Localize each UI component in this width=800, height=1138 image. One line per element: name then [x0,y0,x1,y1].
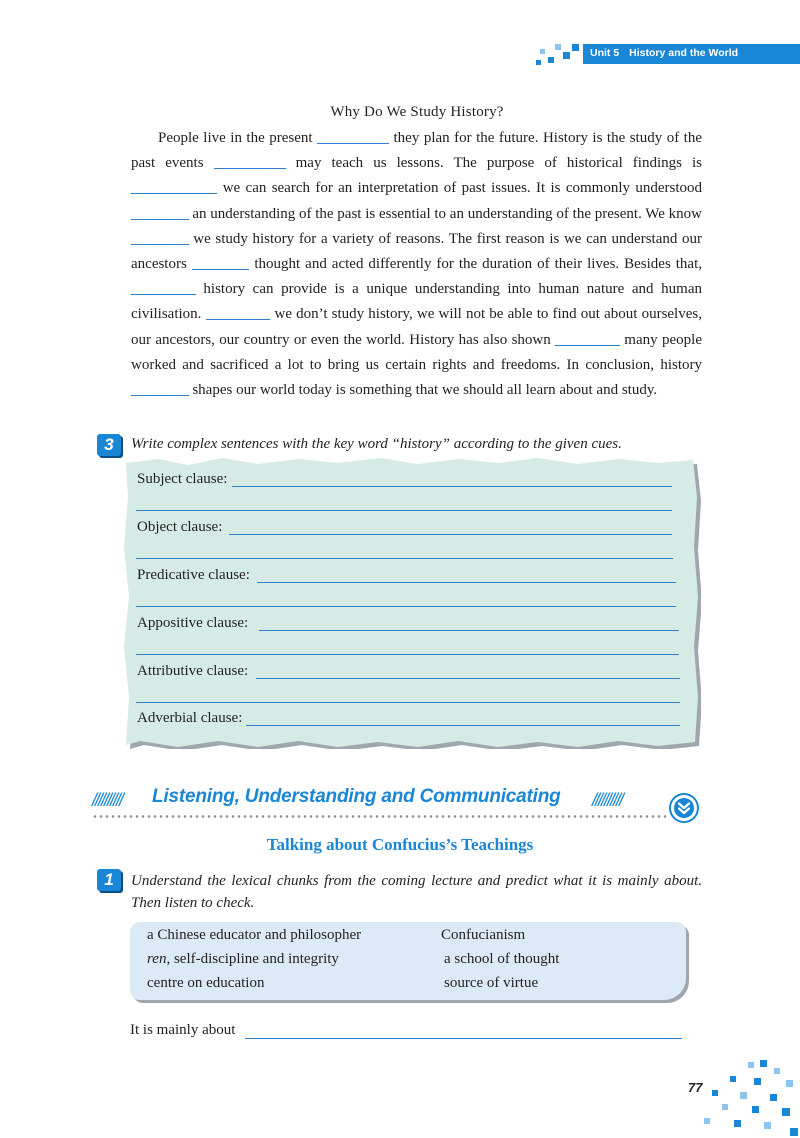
chunk-item: a Chinese educator and philosopher [147,927,362,943]
clause-row-attributive [137,663,248,680]
passage-body [131,126,702,403]
answer-line[interactable] [245,1038,682,1039]
clause-label: Object clause: [137,519,223,535]
torn-paper-box [118,457,701,749]
fill-in-blank[interactable] [131,179,217,194]
answer-line[interactable] [232,486,672,487]
clause-row-predicative [137,567,250,584]
hatch-left-decoration: ////////// [92,790,123,810]
chunk-item: source of virtue [444,975,539,991]
hatch-right-decoration: ////////// [592,790,623,810]
passage-text: People live in the present they plan for the future. History is the study of the past events may teach us lessons. The purpose of historical findings is we can search for an interpretation of past issues. It is commonly understood an understanding of the past is essential to an understanding of the present. We know we study history for a variety of reasons. The first reason is we can understand our ancestors thought and acted differently for the duration of their lives. Besides that, history can provide is a unique understanding into human nature and human civilisation. we don’t study history, we will not be able to find out about ourselves, our ancestors, our country or even the world. History has also shown many people worked and sacrificed a lot to bring us certain rights and freedoms. In conclusion, history shapes our world today is something that we should all learn about and study. [131,130,703,399]
double-chevron-down-icon [671,795,697,821]
fill-in-blank[interactable] [555,331,620,346]
expand-button[interactable] [669,793,699,823]
answer-line[interactable] [136,510,672,511]
chunk-item-ren-italic: ren [147,951,167,967]
task-1-instruction: Understand the lexical chunks from the coming lecture and predict what it is mainly about. Then listen to check. [131,873,702,911]
fill-in-blank[interactable] [206,305,271,320]
answer-line[interactable] [136,606,676,607]
unit-title: History and the World [629,47,739,59]
dotted-divider [92,815,667,818]
answer-line[interactable] [257,582,676,583]
fill-in-blank[interactable] [317,129,389,144]
answer-line[interactable] [259,630,679,631]
task-3-badge: 3 [97,434,121,456]
chunk-item: a school of thought [444,951,560,967]
fill-in-blank[interactable] [131,280,196,295]
clause-label: Adverbial clause: [137,710,243,726]
section-title: Listening, Understanding and Communicating [152,786,561,807]
fill-in-blank[interactable] [131,205,189,220]
answer-line[interactable] [136,702,680,703]
header-unit-title [590,47,738,59]
unit-label: Unit 5 [590,47,620,59]
chunk-item-ren [147,951,339,968]
clause-row-object [137,519,222,536]
clause-row-appositive [137,615,248,632]
answer-line[interactable] [136,558,673,559]
clause-row-adverbial [137,710,242,727]
answer-line[interactable] [136,654,679,655]
answer-line[interactable] [229,534,672,535]
torn-paper-shape [118,457,701,749]
task-1-badge: 1 [97,869,121,891]
fill-in-blank[interactable] [131,230,189,245]
chunk-item-ren-rest: , self-discipline and integrity [166,951,339,967]
clause-label: Attributive clause: [137,663,249,679]
answer-prompt: It is mainly about [130,1022,236,1038]
answer-line[interactable] [246,725,680,726]
chunk-item: Confucianism [441,927,526,943]
page-number: 77 [688,1080,703,1095]
task-3-instruction: Write complex sentences with the key word “history” according to the given cues. [131,436,622,452]
clause-label: Predicative clause: [137,567,250,583]
fill-in-blank[interactable] [214,154,286,169]
clause-label: Subject clause: [137,471,228,487]
answer-line[interactable] [256,678,680,679]
chunk-item: centre on education [147,975,265,991]
clause-label: Appositive clause: [137,615,249,631]
clause-row-subject [137,471,227,488]
passage-title: Why Do We Study History? [330,104,504,120]
fill-in-blank[interactable] [192,255,250,270]
sub-title: Talking about Confucius’s Teachings [266,835,534,854]
fill-in-blank[interactable] [131,381,189,396]
